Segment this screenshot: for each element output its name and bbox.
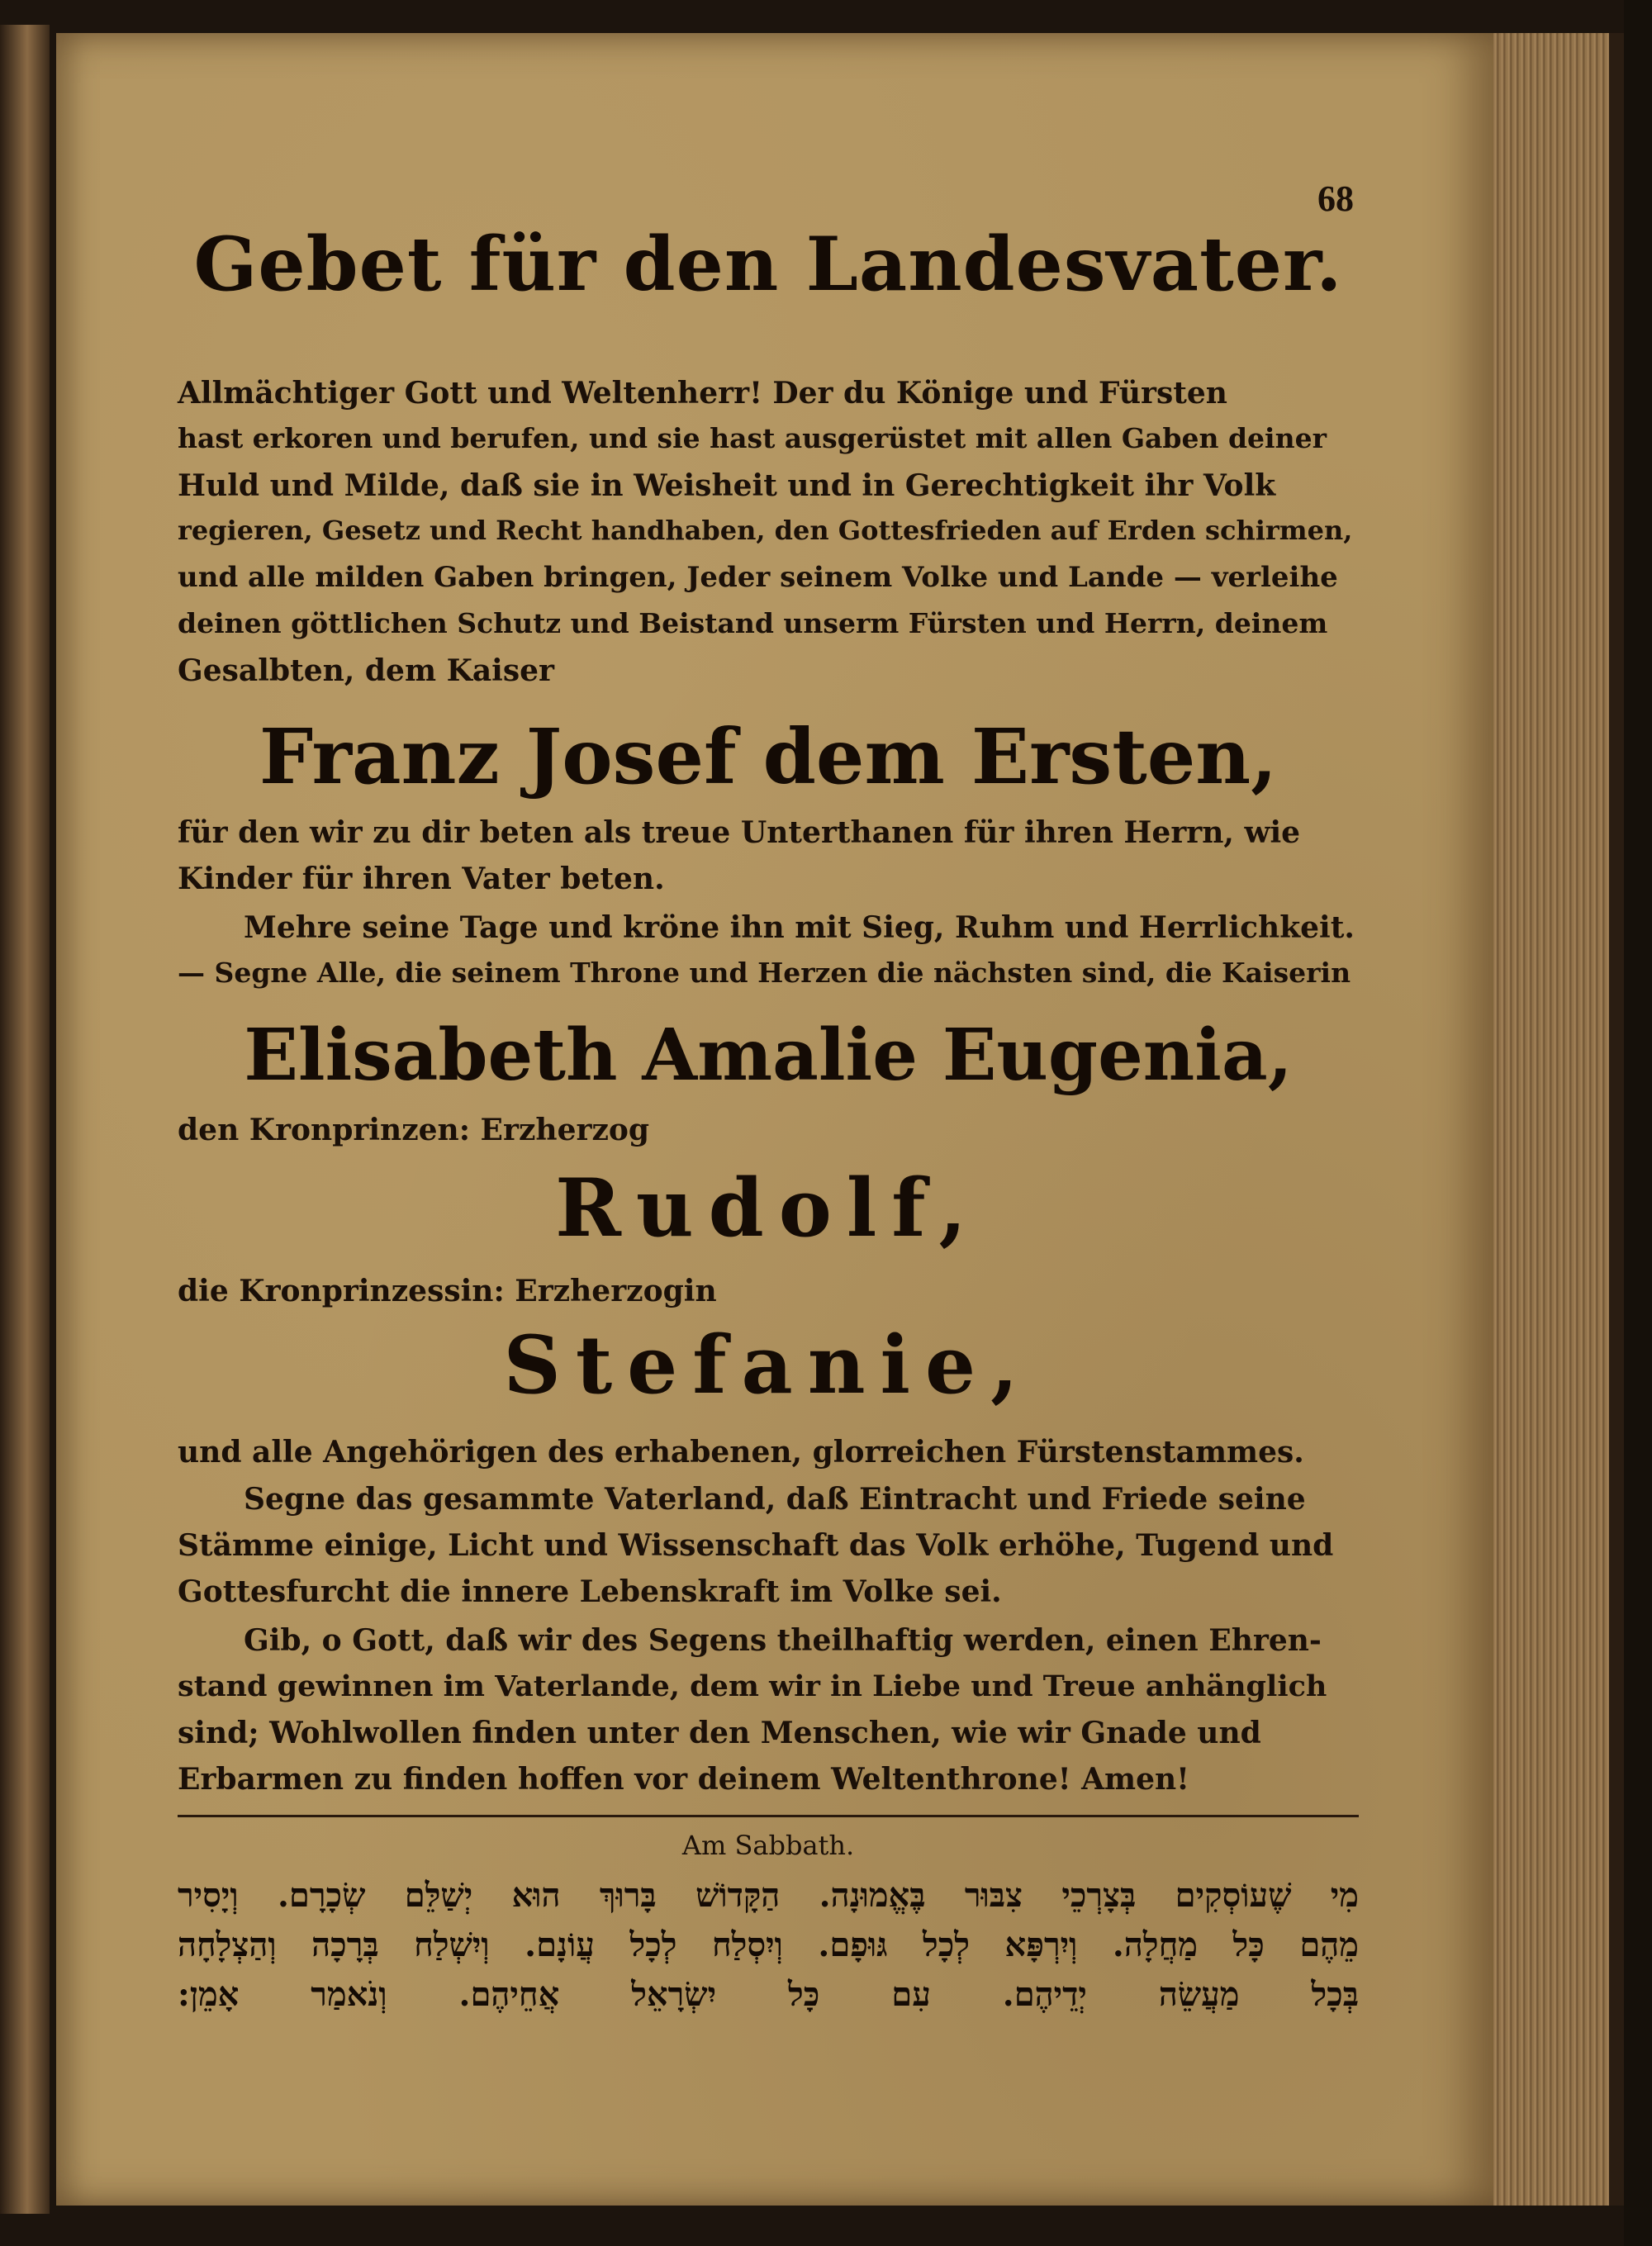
prayer-line: Mehre seine Tage und kröne ihn mit Sieg, Ruhm und Herrlichkeit. [244,910,1355,945]
prayer-line: hast erkoren und berufen, und sie hast ausgerüstet mit allen Gaben deiner [178,422,1327,454]
crown-prince-name: Rudolf, [555,1161,981,1255]
prayer-line: Allmächtiger Gott und Weltenherr! Der du Könige und Fürsten [178,376,1227,411]
prayer-line: Gesalbten, dem Kaiser [178,653,554,688]
hebrew-prayer-line: מֵהֶם כָּל מַחֲלָה. וְיִרְפָּא לְכָל גּוּפָם. וְיִסְלַח לְכָל עֲוֹנָם. וְיִשְׁלַח בְּרָכָה וְהַצְלָחָה [178,1925,1359,1964]
prayer-line: und alle milden Gaben bringen, Jeder seinem Volke und Lande — verleihe [178,561,1338,594]
hebrew-prayer-line: מִי שֶׁעוֹסְקִים בְּצָרְכֵי צִבּוּר בֶּאֱמוּנָה. הַקָּדוֹשׁ בָּרוּךְ הוּא יְשַׁלֵּם שְׂכָרָם. וְיָסִיר [178,1876,1359,1915]
left-page-edge [0,25,50,2214]
emperor-name: Franz Josef dem Ersten, [259,712,1278,801]
crown-princess-name: Stefanie, [503,1318,1033,1412]
empress-name: Elisabeth Amalie Eugenia, [244,1014,1293,1097]
prayer-line: Kinder für ihren Vater beten. [178,862,665,896]
page-title: Gebet für den Landesvater. [193,221,1343,308]
page-block-edges [1493,33,1624,2206]
sabbath-heading: Am Sabbath. [681,1830,855,1861]
prayer-line: für den wir zu dir beten als treue Unterthanen für ihren Herrn, wie [178,815,1301,850]
prayer-line: Erbarmen zu finden hoffen vor deinem Weltenthrone! Amen! [178,1762,1189,1797]
prayer-line: Gottesfurcht die innere Lebenskraft im Volke sei. [178,1574,1002,1609]
prayer-line: Stämme einige, Licht und Wissenschaft das Volk erhöhe, Tugend und [178,1528,1334,1563]
prayer-line: sind; Wohlwollen finden unter den Menschen, wie wir Gnade und [178,1716,1261,1750]
hebrew-prayer-line: בְּכָל מַעֲשֵׂה יְדֵיהֶם. עִם כָּל יִשְׂרָאֵל אֲחֵיהֶם. וְנֹאמַר אָמֵן: [178,1975,1359,2014]
prayer-line: Gib, o Gott, daß wir des Segens theilhaftig werden, einen Ehren- [244,1623,1322,1658]
crown-prince-label: den Kronprinzen: Erzherzog [178,1113,650,1147]
page-number: 68 [1317,178,1354,219]
section-divider [178,1815,1359,1817]
prayer-line: Segne das gesammte Vaterland, daß Eintracht und Friede seine [244,1482,1306,1517]
prayer-line: stand gewinnen im Vaterlande, dem wir in Liebe und Treue anhänglich [178,1669,1327,1703]
prayer-line: regieren, Gesetz und Recht handhaben, den Gottesfrieden auf Erden schirmen, [178,515,1353,546]
prayer-line: — Segne Alle, die seinem Throne und Herzen die nächsten sind, die Kaiserin [178,957,1351,989]
book-binding [1624,0,1652,2246]
crown-princess-label: die Kronprinzessin: Erzherzogin [178,1274,717,1308]
prayer-line: deinen göttlichen Schutz und Beistand unserm Fürsten und Herrn, deinem [178,607,1328,639]
prayer-line: und alle Angehörigen des erhabenen, glorreichen Fürstenstammes. [178,1435,1304,1470]
prayer-line: Huld und Milde, daß sie in Weisheit und in Gerechtigkeit ihr Volk [178,468,1276,503]
